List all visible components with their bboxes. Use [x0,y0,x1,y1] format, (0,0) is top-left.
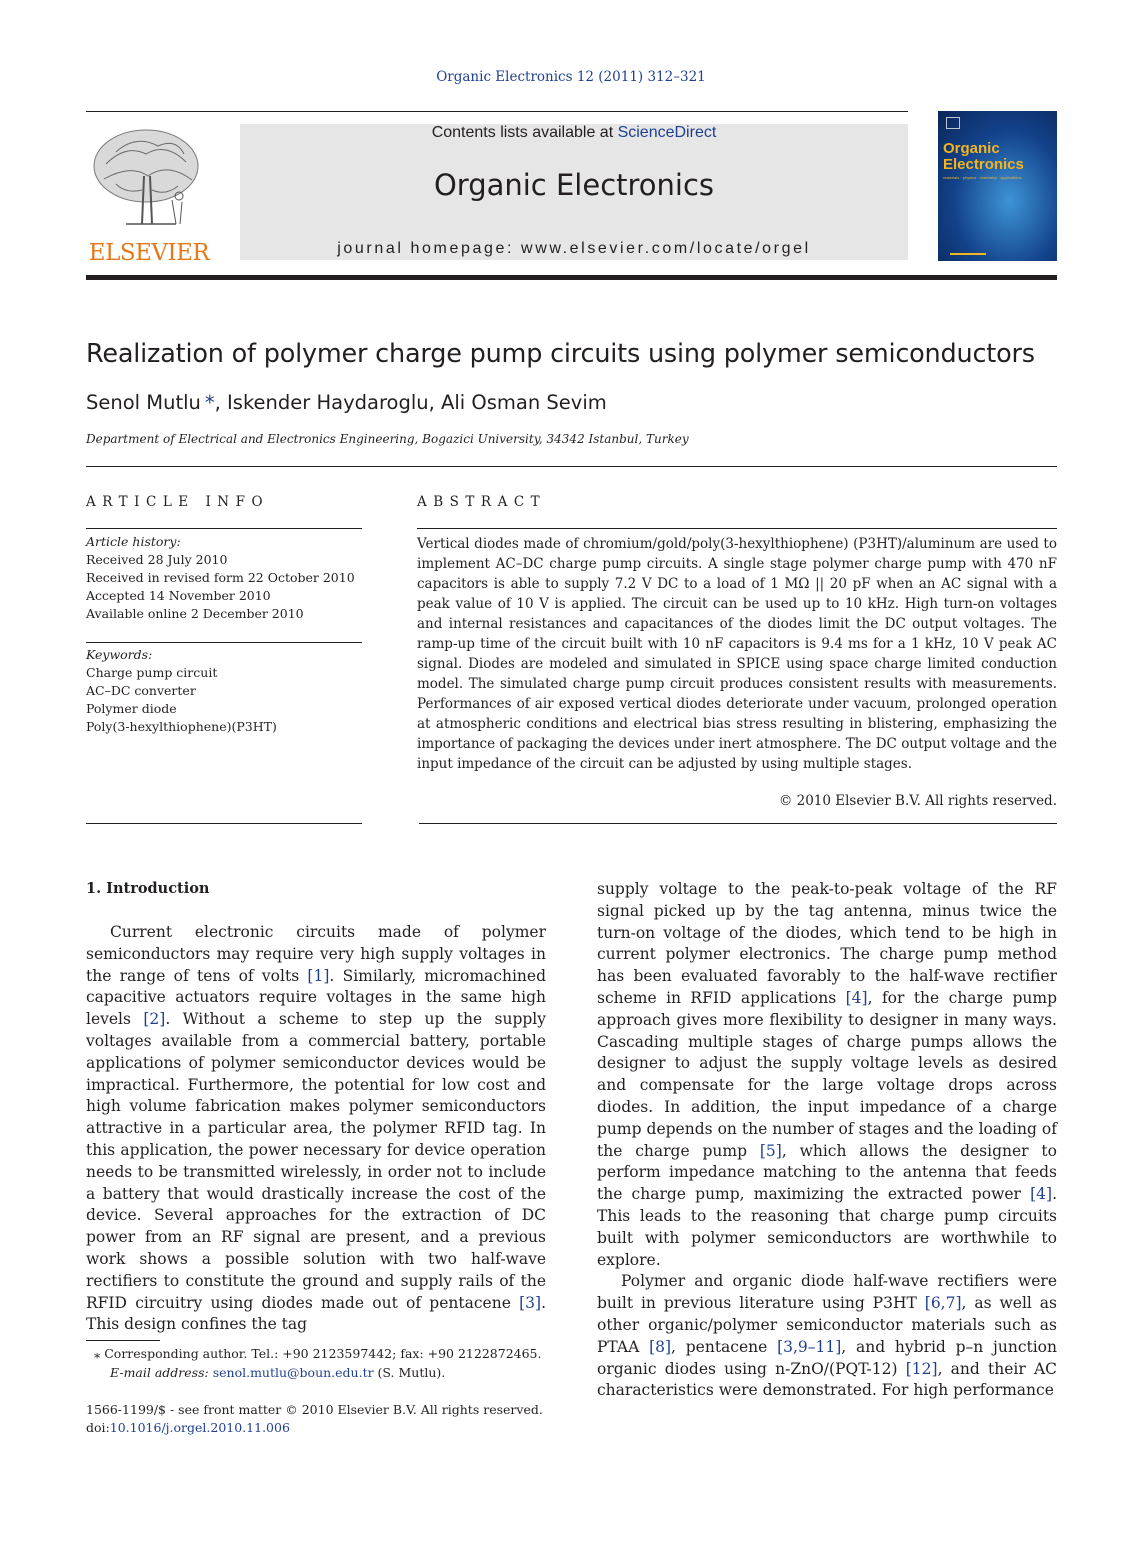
ref-link[interactable]: [6,7] [924,1294,962,1313]
history-item: Available online 2 December 2010 [86,606,304,621]
corresponding-author-footnote: ⁎ Corresponding author. Tel.: +90 2123597442; fax: +90 2122872465. E-mail address: senol.mutlu@boun.edu.tr (S. Mutlu). [94,1346,542,1380]
author-1: Senol Mutlu [86,391,201,414]
article-info-bottom-rule [86,823,362,824]
keywords [86,646,362,736]
cover-title: Organic Electronics [943,140,1024,173]
ref-link[interactable]: [2] [143,1010,166,1029]
body-column-left [86,922,546,1336]
contents-prefix: Contents lists available at [431,124,618,141]
cover-footer-bar [950,253,986,255]
header-rule [86,111,908,112]
article-info-rule [86,528,362,529]
section-heading-introduction: 1. Introduction [86,880,210,897]
history-item: Received 28 July 2010 [86,552,228,567]
ref-link[interactable]: [12] [905,1359,938,1378]
abstract-text: Vertical diodes made of chromium/gold/poly(3-hexylthiophene) (P3HT)/aluminum are used to implement AC–DC charge pump circuits. A single stage polymer charge pump with 470 nF capacitors is able to supply 7.2 V DC to a load of 1 MΩ || 20 pF when an AC signal with a peak value of 10 V is applied. The circuit can be used up to 10 kHz. High turn-on voltages and internal resistances and capacitances of the diodes limit the DC output voltages. The ramp-up time of the circuit built with 10 nF capacitors is 9.4 ms for a 1 kHz, 10 V peak AC signal. Diodes are modeled and simulated in SPICE using space charge limited conduction model. The simulated charge pump circuit produces consistent results with measurements. Performances of air exposed vertical diodes deteriorate under vacuum, prolonged operation at atmospheric conditions and electrical bias stress resulting in blistering, emphasizing the importance of packaging the devices under inert atmosphere. The DC output voltage and the input impedance of the circuit can be adjusted by using multiple stages. [417,536,1057,772]
cover-subtitle: materials · physics · chemistry · applications [943,175,1022,180]
email-link[interactable]: senol.mutlu@boun.edu.tr [212,1365,374,1380]
cover-logo-icon [946,117,960,129]
history-item: Accepted 14 November 2010 [86,588,271,603]
paragraph-2: Polymer and organic diode half-wave rectifiers were built in previous literature using P3HT [6,7], as well as other organic/polymer semiconductor materials such as PTAA [8], pentacene [3,9–11], and hybrid p–n junction organic diodes using n-ZnO/(PQT-12) [12], and their AC characteristics were demonstrated. For high performance [597,1272,1058,1400]
keywords-label: Keywords: [86,647,153,662]
journal-cover-thumbnail[interactable] [938,111,1057,261]
issn-doi-block: 1566-1199/$ - see front matter © 2010 Elsevier B.V. All rights reserved. doi:10.1016/j.orgel.2010.11.006 [86,1401,586,1437]
issn-line: 1566-1199/$ - see front matter © 2010 Elsevier B.V. All rights reserved. [86,1402,543,1417]
contents-line [240,124,908,142]
article-info-heading: ARTICLE INFO [86,494,270,510]
keyword: Polymer diode [86,701,177,716]
article-history [86,533,362,623]
elsevier-wordmark: ELSEVIER [88,240,210,266]
other-authors: , Iskender Haydaroglu, Ali Osman Sevim [214,391,607,414]
corresponding-author-mark[interactable]: * [204,391,215,414]
abstract-heading: ABSTRACT [417,494,547,510]
journal-citation[interactable]: Organic Electronics 12 (2011) 312–321 [436,69,706,85]
footnote-rule [86,1340,160,1341]
ref-link[interactable]: [4] [1030,1185,1053,1204]
ref-link[interactable]: [1] [307,966,330,985]
paragraph-1-part-a: Current electronic circuits made of polymer semiconductors may require very high supply voltages in the range of tens of volts [1]. Similarly, micromachined capacitive actuators require voltages in the same high levels [2]. Without a scheme to step up the supply voltages available from a commercial battery, portable applications of polymer semiconductor devices would be impractical. Furthermore, the potential for low cost and high volume fabrication makes polymer semiconductors attractive in a particular area, the polymer RFID tag. In this application, the power necessary for device operation needs to be transmitted wirelessly, in order not to include a battery that would drastically increase the cost of the device. Several approaches for the extraction of DC power from an RF signal are present, and a previous work shows a possible solution with two half-wave rectifiers to constitute the ground and supply rails of the RFID circuitry using diodes made out of pentacene [3]. This design confines the tag [86,923,546,1334]
keyword: Poly(3-hexylthiophene)(P3HT) [86,719,277,734]
journal-name: Organic Electronics [433,168,715,202]
history-label: Article history: [86,534,181,549]
keywords-rule [86,642,362,643]
abstract-copyright: © 2010 Elsevier B.V. All rights reserved. [778,793,1057,809]
doi-link[interactable]: 10.1016/j.orgel.2010.11.006 [109,1420,290,1435]
abstract-rule [417,528,1057,529]
journal-homepage[interactable]: journal homepage: www.elsevier.com/locate/orgel [337,240,811,257]
ref-link[interactable]: [3,9–11] [777,1337,842,1356]
ref-link[interactable]: [3] [519,1293,542,1312]
tree-icon [86,124,212,242]
title-rule [86,466,1057,467]
history-item: Received in revised form 22 October 2010 [86,570,355,585]
sciencedirect-link[interactable]: ScienceDirect [617,124,717,141]
keyword: AC–DC converter [86,683,196,698]
abstract-bottom-rule [419,823,1057,824]
keyword: Charge pump circuit [86,665,218,680]
authors [86,391,607,414]
ref-link[interactable]: [4] [845,988,868,1007]
article-title: Realization of polymer charge pump circuits using polymer semiconductors [86,339,1035,369]
affiliation: Department of Electrical and Electronics Engineering, Bogazici University, 34342 Istanbul, Turkey [86,432,689,446]
ref-link[interactable]: [8] [649,1337,672,1356]
header-thick-rule [86,275,1057,280]
body-column-right [597,879,1057,1402]
ref-link[interactable]: [5] [759,1141,782,1160]
paragraph-1-part-b: supply voltage to the peak-to-peak voltage of the RF signal picked up by the tag antenna, minus twice the turn-on voltage of the diodes, which tend to be high in current polymer electronics. The charge pump method has been evaluated favorably to the half-wave rectifier scheme in RFID applications [4], for the charge pump approach gives more flexibility to designer in many ways. Cascading multiple stages of charge pumps allows the designer to adjust the supply voltage levels as desired and compensate for the large voltage drops across diodes. In addition, the input impedance of a charge pump depends on the number of stages and the loading of the charge pump [5], which allows the designer to perform impedance matching to the antenna that feeds the charge pump, maximizing the extracted power [4]. This leads to the reasoning that charge pump circuits built with polymer semiconductors are worthwhile to explore. [597,880,1057,1269]
footnote-mark: ⁎ [94,1346,101,1361]
